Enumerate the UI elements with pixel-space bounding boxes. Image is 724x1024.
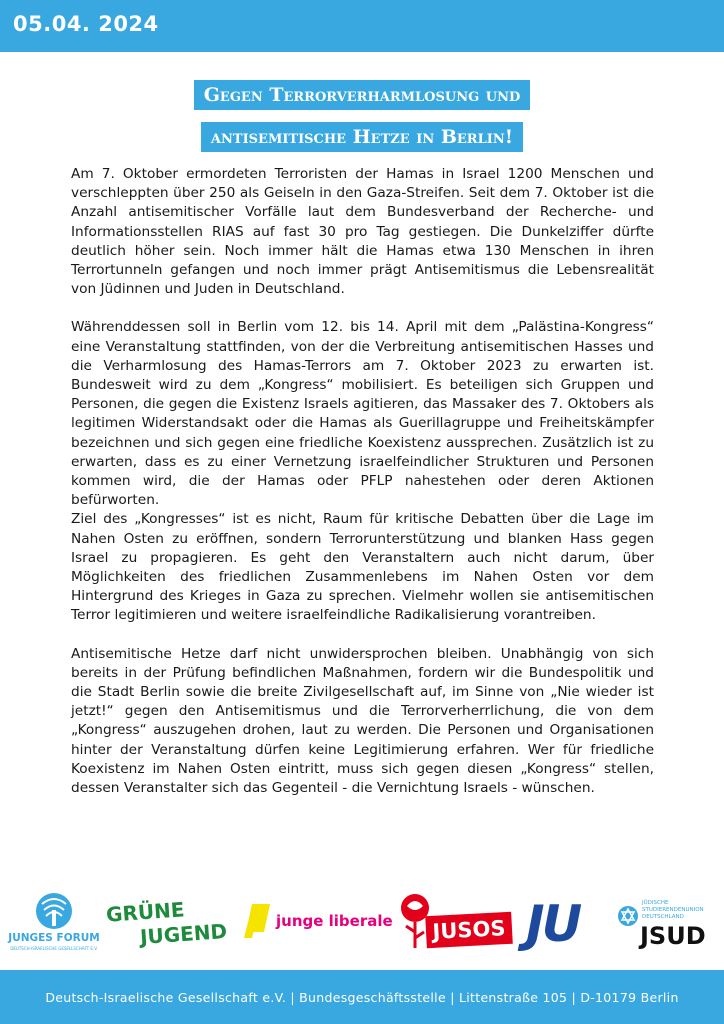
jsud-name: JSUD [640, 922, 706, 950]
jsud-logo [618, 898, 718, 954]
gruene-jugend-line2: JUGEND [139, 918, 228, 950]
jusos-name: JUSOS [425, 912, 513, 948]
junges-forum-name: JUNGES FORUM [8, 932, 100, 944]
junges-forum-emblem-icon [8, 892, 100, 932]
title-line-1: Gegen Terrorverharmlosung und [194, 80, 531, 110]
ju-name: JU [526, 895, 580, 953]
paragraph-4: Antisemitische Hetze darf nicht unwidersprochen bleiben. Unabhängig von sich bereits in der Prüfung befindlichen Maßnahmen, fordern wir die Bundespolitik und die Stadt Berlin sowie die breite Zivilgesellschaft auf, im Sinne von „Nie wieder ist jetzt!“ gegen den Antisemitismus und die Terrorverherrlichung, die von dem „Kongress“ auszugehen drohen, laut zu werden. Die Personen und Organisationen hinter der Veranstaltung dürfen keine Legitimierung erfahren. Wer für friedliche Koexistenz im Nahen Osten eintritt, muss sich gegen diesen „Kongress“ stellen, dessen Veranstalter sich das Gegenteil - die Vernichtung Israels - wünschen. [71, 645, 654, 797]
junge-liberale-name: junge liberale [276, 912, 393, 930]
date: 05.04. 2024 [13, 12, 159, 36]
footer-address: Deutsch-Israelische Gesellschaft e.V. | Bundesgeschäftsstelle | Littenstraße 105 | D-10179 Berlin [45, 990, 679, 1005]
paragraph-3: Ziel des „Kongresses“ ist es nicht, Raum für kritische Debatten über die Lage im Nahen Osten zu eröffnen, sondern Terrorunterstützung und blanken Hass gegen Israel zu propagieren. Es geht den Veranstaltern auch nicht darum, über Möglichkeiten des friedlichen Zusammenlebens im Nahen Osten vor dem Hintergrund des Krieges in Gaza zu sprechen. Vielmehr wollen sie antisemitischen Terror legitimieren und weitere israelfeindliche Radikalisierung vorantreiben. [71, 511, 654, 624]
document-body [71, 165, 654, 817]
jsud-sub1: JÜDISCHE [642, 900, 669, 906]
jsud-star-icon [618, 906, 638, 926]
gruene-jugend-line1: GRÜNE [105, 897, 186, 927]
document-title [0, 80, 724, 152]
ju-logo [524, 896, 602, 952]
jusos-logo [398, 890, 514, 954]
footer-bar [0, 970, 724, 1024]
jsud-sub3: DEUTSCHLAND [642, 914, 684, 920]
paragraph-1: Am 7. Oktober ermordeten Terroristen der Hamas in Israel 1200 Menschen und verschleppten über 250 als Geiseln in den Gaza-Streifen. Seit dem 7. Oktober ist die Anzahl antisemitischer Vorfälle laut dem Bundesverband der Recherche- und Informationsstellen RIAS auf fast 30 pro Tag gestiegen. Die Dunkelziffer dürfte deutlich höher sein. Noch immer hält die Hamas etwa 130 Menschen in ihren Terrortunneln gefangen und noch immer prägt Antisemitismus die Lebensrealität von Jüdinnen und Juden in Deutschland. [71, 166, 654, 298]
paragraph-2: Währenddessen soll in Berlin vom 12. bis 14. April mit dem „Palästina-Kongress“ eine Veranstaltung stattfinden, von der die Verbreitung antisemitischen Hasses und die Verharmlosung des Hamas-Terrors am 7. Oktober 2023 zu erwarten ist. Bundesweit wird zu dem „Kongress“ mobilisiert. Es beteiligen sich Gruppen und Personen, die gegen die Existenz Israels agitieren, das Massaker des 7. Oktobers als legitimen Widerstandsakt oder die Hamas als Guerillagruppe und Freiheitskämpfer bezeichnen und sich gegen eine friedliche Koexistenz aussprechen. Zusätzlich ist zu erwarten, dass es zu einer Vernetzung israelfeindlicher Strukturen und Personen kommen wird, die der Hamas oder PFLP nahestehen oder deren Aktionen befürworten. [71, 319, 654, 509]
gruene-jugend-logo [105, 897, 232, 950]
junges-forum-sub: DEUTSCH-ISRAELISCHE GESELLSCHAFT E.V. [10, 946, 98, 951]
jsud-sub2: STUDIERENDENUNION [642, 907, 704, 913]
junge-liberale-logo [242, 902, 392, 942]
title-line-2: antisemitische Hetze in Berlin! [201, 122, 523, 152]
logo-row [0, 890, 724, 960]
junges-forum-logo [8, 892, 100, 958]
junge-liberale-mark-icon [242, 902, 272, 940]
header-bar [0, 0, 724, 52]
